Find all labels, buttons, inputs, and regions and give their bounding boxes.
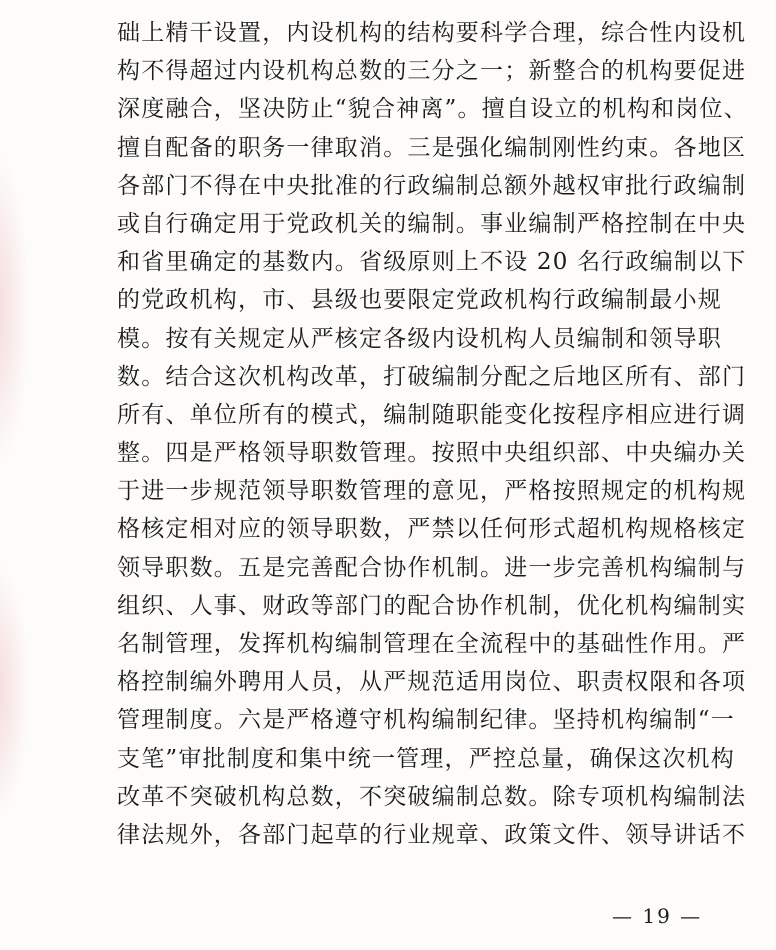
paper-stain [0, 150, 30, 470]
text-line: 改革不突破机构总数，不突破编制总数。除专项机构编制法 [117, 783, 747, 810]
text-line: 整。四是严格领导职数管理。按照中央组织部、中央编办关 [117, 440, 747, 467]
text-line: 深度融合，坚决防止“貌合神离”。擅自设立的机构和岗位、 [117, 96, 748, 123]
text-line: 数。结合这次机构改革，打破编制分配之后地区所有、部门 [117, 363, 747, 390]
text-line: 于进一步规范领导职数管理的意见，严格按照规定的机构规 [117, 478, 747, 505]
text-line: 格核定相对应的领导职数，严禁以任何形式超机构规格核定 [117, 516, 747, 543]
text-line: 组织、人事、财政等部门的配合协作机制，优化机构编制实 [117, 592, 747, 619]
paper-stain [0, 560, 30, 820]
page-number: — 19 — [612, 904, 703, 928]
text-line: 管理制度。六是严格遵守机构编制纪律。坚持机构编制“一 [117, 707, 735, 734]
text-line: 或自行确定用于党政机关的编制。事业编制严格控制在中央 [117, 210, 747, 237]
text-line: 础上精干设置，内设机构的结构要科学合理，综合性内设机 [117, 20, 747, 46]
text-line: 律法规外，各部门起草的行业规章、政策文件、领导讲话不 [117, 821, 747, 848]
text-line: 名制管理，发挥机构编制管理在全流程中的基础性作用。严 [117, 631, 747, 657]
document-body [117, 14, 748, 854]
text-line: 模。按有关规定从严核定各级内设机构人员编制和领导职 [117, 325, 722, 352]
text-line: 所有、单位所有的模式，编制随职能变化按程序相应进行调 [117, 401, 747, 428]
text-line: 各部门不得在中央批准的行政编制总额外越权审批行政编制 [117, 172, 747, 199]
text-line: 支笔”审批制度和集中统一管理，严控总量，确保这次机构 [117, 745, 735, 772]
text-line: 擅自配备的职务一律取消。三是强化编制刚性约束。各地区 [117, 134, 747, 161]
text-line: 领导职数。五是完善配合协作机制。进一步完善机构编制与 [117, 554, 747, 581]
text-line: 构不得超过内设机构总数的三分之一；新整合的机构要促进 [117, 58, 747, 85]
text-line: 的党政机构，市、县级也要限定党政机构行政编制最小规 [117, 287, 722, 314]
text-line: 和省里确定的基数内。省级原则上不设 20 名行政编制以下 [117, 249, 747, 276]
text-line: 格控制编外聘用人员，从严规范适用岗位、职责权限和各项 [117, 669, 747, 696]
